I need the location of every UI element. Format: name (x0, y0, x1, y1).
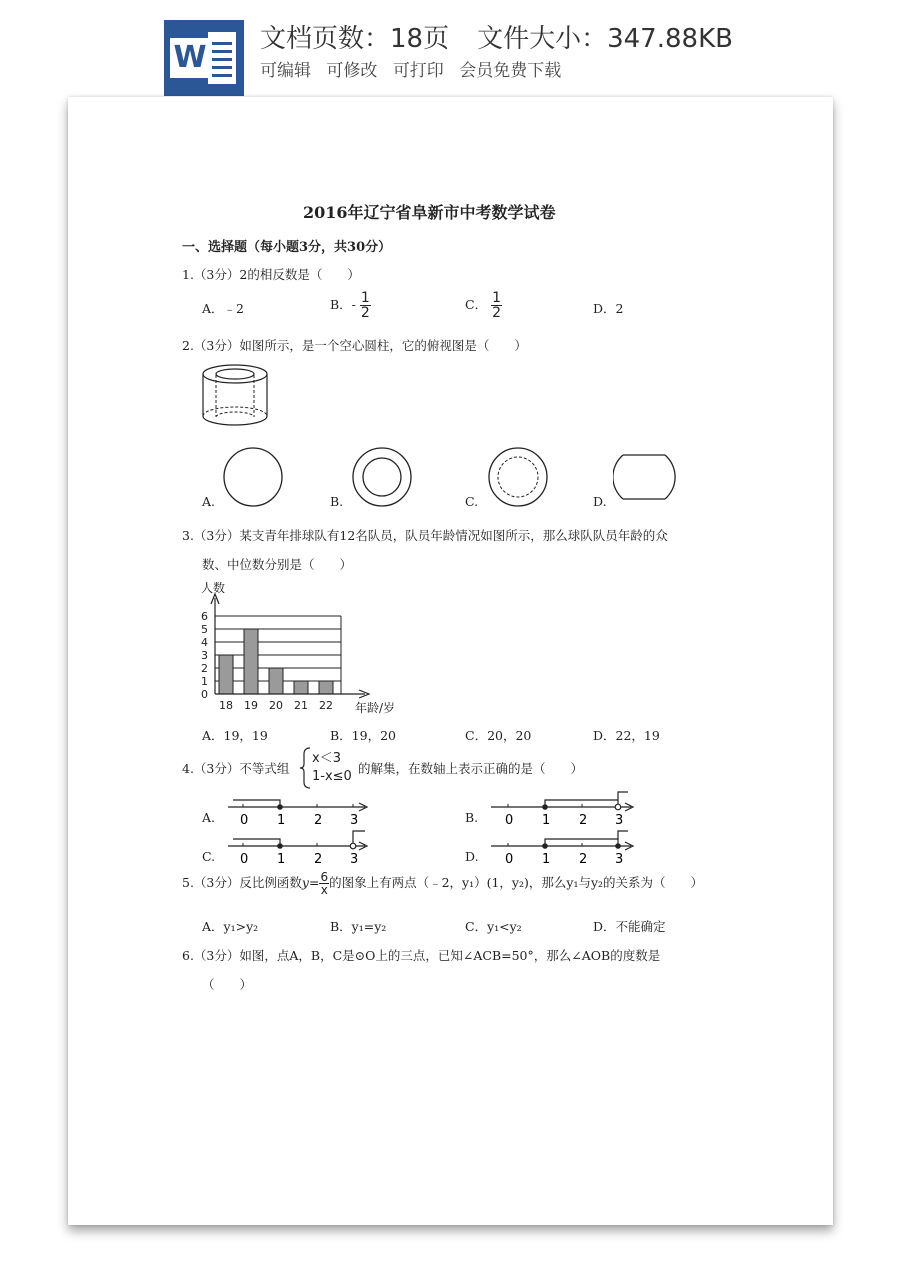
svg-text:0: 0 (240, 852, 249, 867)
q5-option-a: A．y₁>y₂ (202, 919, 259, 934)
q1-b-prefix: B．- (330, 297, 356, 312)
y-tick-label: 4 (201, 636, 208, 649)
svg-text:1: 1 (542, 813, 551, 828)
exam-title: 2016年辽宁省阜新市中考数学试卷 (303, 203, 556, 222)
q5-numerator: 6 (320, 870, 329, 884)
q1-option-d: D．2 (593, 301, 624, 316)
download-header (0, 0, 900, 100)
x-tick-label: 18 (219, 699, 233, 712)
y-tick-label: 6 (201, 610, 208, 623)
bar-age-19 (244, 629, 258, 694)
q1-option-c (465, 291, 502, 320)
q4-number-line-d (486, 829, 641, 871)
q5-option-b: B．y₁=y₂ (330, 919, 387, 934)
svg-text:3: 3 (350, 852, 359, 867)
x-axis-label: 年龄/岁 (355, 701, 396, 715)
svg-text:0: 0 (505, 813, 514, 828)
y-tick-label: 0 (201, 688, 208, 701)
q5-denominator: x (320, 883, 328, 897)
svg-text:1: 1 (277, 813, 286, 828)
q3-option-b: B．19，20 (330, 728, 396, 743)
svg-text:2: 2 (579, 813, 588, 828)
hollow-cylinder-figure (198, 362, 278, 432)
bar-age-21 (294, 681, 308, 694)
q2-option-b-concentric-circles (350, 445, 414, 509)
q4-number-line-a (223, 790, 373, 832)
q5-stem (182, 871, 703, 896)
feature-editable: 可编辑 (260, 61, 311, 81)
q3-option-d: D．22，19 (593, 728, 660, 743)
word-doc-sheet (208, 32, 236, 84)
q2-option-a-circle (221, 445, 285, 509)
feature-list (260, 56, 571, 81)
q1-c-prefix: C． (465, 297, 488, 312)
chart-x-ticks (219, 699, 333, 712)
q2-label-a: A. (202, 494, 216, 509)
bar-age-18 (219, 655, 233, 694)
svg-text:3: 3 (350, 813, 359, 828)
svg-text:2: 2 (314, 813, 323, 828)
x-tick-label: 19 (244, 699, 258, 712)
svg-text:2: 2 (579, 852, 588, 867)
y-tick-label: 2 (201, 662, 208, 675)
q1-b-numerator: 1 (360, 290, 370, 306)
page-count: 文档页数：18页 (260, 24, 450, 54)
y-tick-label: 5 (201, 623, 208, 636)
q5-fraction (319, 871, 329, 896)
q1-stem: 1.（3分）2的相反数是（ ） (182, 267, 360, 282)
q5-option-c: C．y₁<y₂ (465, 919, 522, 934)
q4-label-a: A. (202, 810, 216, 825)
q1-option-a: A．﹣2 (202, 301, 244, 316)
q3-stem-line1: 3.（3分）某支青年排球队有12名队员，队员年龄情况如图所示，那么球队队员年龄的众 (182, 528, 668, 543)
feature-free-download: 会员免费下载 (459, 61, 562, 81)
q3-stem-line2: 数、中位数分别是（ ） (202, 557, 353, 572)
chart-y-ticks (201, 610, 208, 701)
svg-text:0: 0 (505, 852, 514, 867)
y-axis-label: 人数 (201, 581, 226, 595)
svg-text:2: 2 (314, 852, 323, 867)
word-letter: W (170, 38, 210, 78)
q6-stem-line1: 6.（3分）如图，点A，B，C是⊙O上的三点，已知∠ACB=50°，那么∠AOB的度数是 (182, 948, 661, 963)
file-size: 文件大小：347.88KB (477, 24, 733, 54)
q1-option-b (330, 291, 371, 320)
q1-c-numerator: 1 (492, 290, 501, 306)
q4-inequality-2: 1-x≤0 (312, 769, 352, 784)
svg-text:1: 1 (277, 852, 286, 867)
q4-label-d: D. (465, 849, 479, 864)
q2-label-c: C. (465, 494, 479, 509)
q4-label-c: C. (202, 849, 216, 864)
y-tick-label: 1 (201, 675, 208, 688)
q5-stem-prefix: 5.（3分）反比例函数 (182, 875, 302, 890)
q5-y-equals: y= (301, 875, 320, 890)
x-tick-label: 20 (269, 699, 283, 712)
q4-label-b: B. (465, 810, 479, 825)
q3-option-c: C．20，20 (465, 728, 532, 743)
q4-system-brace (299, 746, 313, 790)
q1-c-fraction (491, 291, 502, 320)
file-info-title (260, 18, 761, 55)
q4-stem-suffix: 的解集，在数轴上表示正确的是（ ） (358, 761, 584, 776)
svg-text:1: 1 (542, 852, 551, 867)
svg-text:3: 3 (615, 852, 624, 867)
svg-text:3: 3 (615, 813, 624, 828)
x-tick-label: 21 (294, 699, 308, 712)
q6-stem-line2: （ ） (202, 977, 253, 992)
section-heading: 一、选择题（每小题3分，共30分） (182, 240, 392, 255)
y-tick-label: 3 (201, 649, 208, 662)
q4-stem-prefix: 4.（3分）不等式组 (182, 761, 290, 776)
q1-b-denominator: 2 (360, 305, 370, 321)
q2-label-b: B. (330, 494, 344, 509)
word-document-icon (164, 20, 244, 96)
q5-stem-suffix: 的图象上有两点（﹣2，y₁）(1，y₂)，那么y₁与y₂的关系为（ ） (329, 875, 704, 890)
q2-option-d-truncated-circle (613, 445, 677, 509)
q5-option-d: D．不能确定 (593, 919, 666, 934)
q4-number-line-c (223, 829, 373, 871)
x-tick-label: 22 (319, 699, 333, 712)
svg-text:0: 0 (240, 813, 249, 828)
q4-inequality-1: x＜3 (312, 751, 341, 766)
chart-bars (219, 629, 333, 694)
age-bar-chart (193, 580, 413, 720)
feature-modifiable: 可修改 (326, 61, 378, 81)
q2-option-c-dashed-inner-circle (486, 445, 550, 509)
q1-b-fraction (360, 291, 371, 320)
bar-age-20 (269, 668, 283, 694)
q2-label-d: D. (593, 494, 607, 509)
bar-age-22 (319, 681, 333, 694)
q1-c-denominator: 2 (492, 305, 501, 321)
q3-option-a: A．19，19 (202, 728, 268, 743)
document-page (68, 97, 833, 1225)
feature-printable: 可打印 (392, 61, 444, 81)
q2-stem: 2.（3分）如图所示，是一个空心圆柱，它的俯视图是（ ） (182, 338, 527, 353)
q4-number-line-b (486, 790, 641, 832)
